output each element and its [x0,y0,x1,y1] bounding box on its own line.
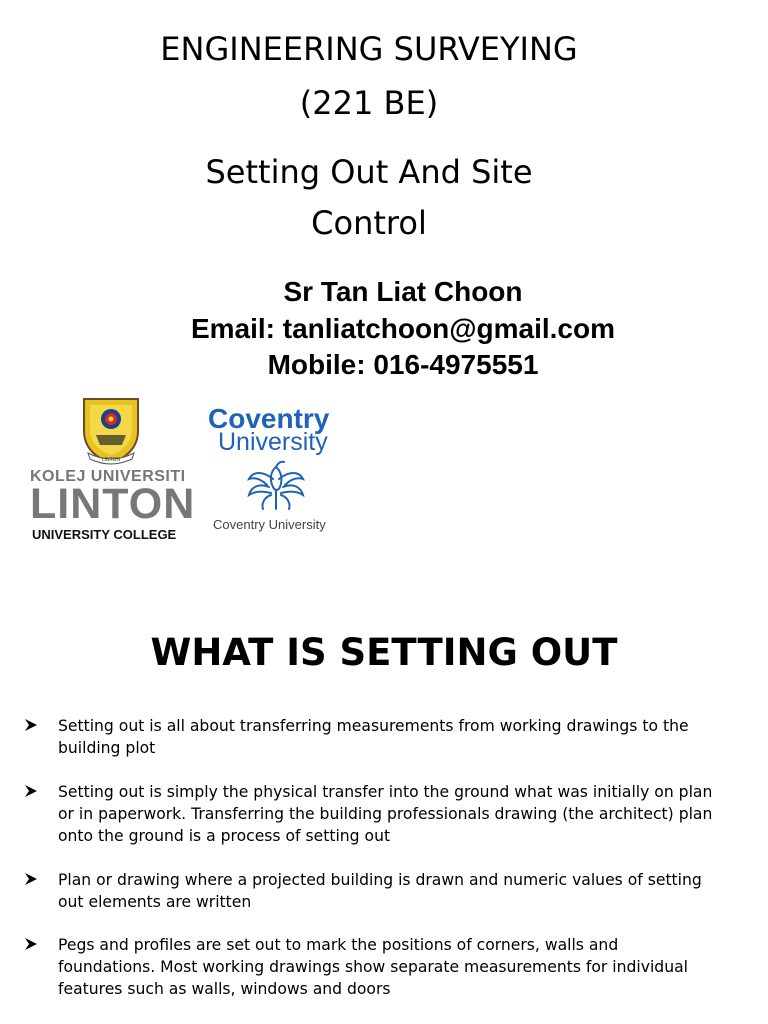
bullet-line: features such as walls, windows and doors [58,980,391,998]
svg-text:LINTON: LINTON [101,457,121,463]
lecture-title-line2: Control [311,204,427,242]
institution-logos [30,395,350,545]
arrowhead-bullet-icon [24,784,38,798]
linton-logo-line2: LINTON [30,480,196,528]
linton-crest-icon [80,395,142,465]
bullet-line: building plot [58,739,156,757]
bullet-line: out elements are written [58,893,252,911]
slide-heading: WHAT IS SETTING OUT [150,631,618,674]
arrowhead-bullet-icon [24,718,38,732]
linton-logo-line3: UNIVERSITY COLLEGE [32,527,177,542]
lecturer-email: Email: tanliatchoon@gmail.com [190,313,616,344]
bullet-line: or in paperwork. Transferring the building professionals drawing (the architect) plan [58,805,713,823]
coventry-logo-line2: University [218,428,328,456]
coventry-phoenix-icon [245,457,307,515]
content-slide [0,600,768,1024]
bullet-line: Plan or drawing where a projected building is drawn and numeric values of setting [58,871,702,889]
course-code: (221 BE) [299,84,439,122]
arrowhead-bullet-icon [24,937,38,951]
coventry-logo-caption: Coventry University [213,517,326,532]
lecturer-mobile: Mobile: 016-4975551 [267,349,539,380]
lecturer-name: Sr Tan Liat Choon [283,276,523,307]
lecture-title-line1: Setting Out And Site [205,153,533,191]
bullet-line: onto the ground is a process of setting out [58,827,391,845]
bullet-line: Setting out is simply the physical transfer into the ground what was initially on plan [58,783,713,801]
course-title: ENGINEERING SURVEYING [160,30,578,68]
linton-logo-line1: KOLEJ UNIVERSITI [30,468,186,485]
bullet-line: Pegs and profiles are set out to mark the positions of corners, walls and [58,936,619,954]
bullet-line: foundations. Most working drawings show separate measurements for individual [58,958,688,976]
coventry-logo-line1: Coventry [208,403,330,434]
arrowhead-bullet-icon [24,872,38,886]
bullet-line: Setting out is all about transferring measurements from working drawings to the [58,717,689,735]
